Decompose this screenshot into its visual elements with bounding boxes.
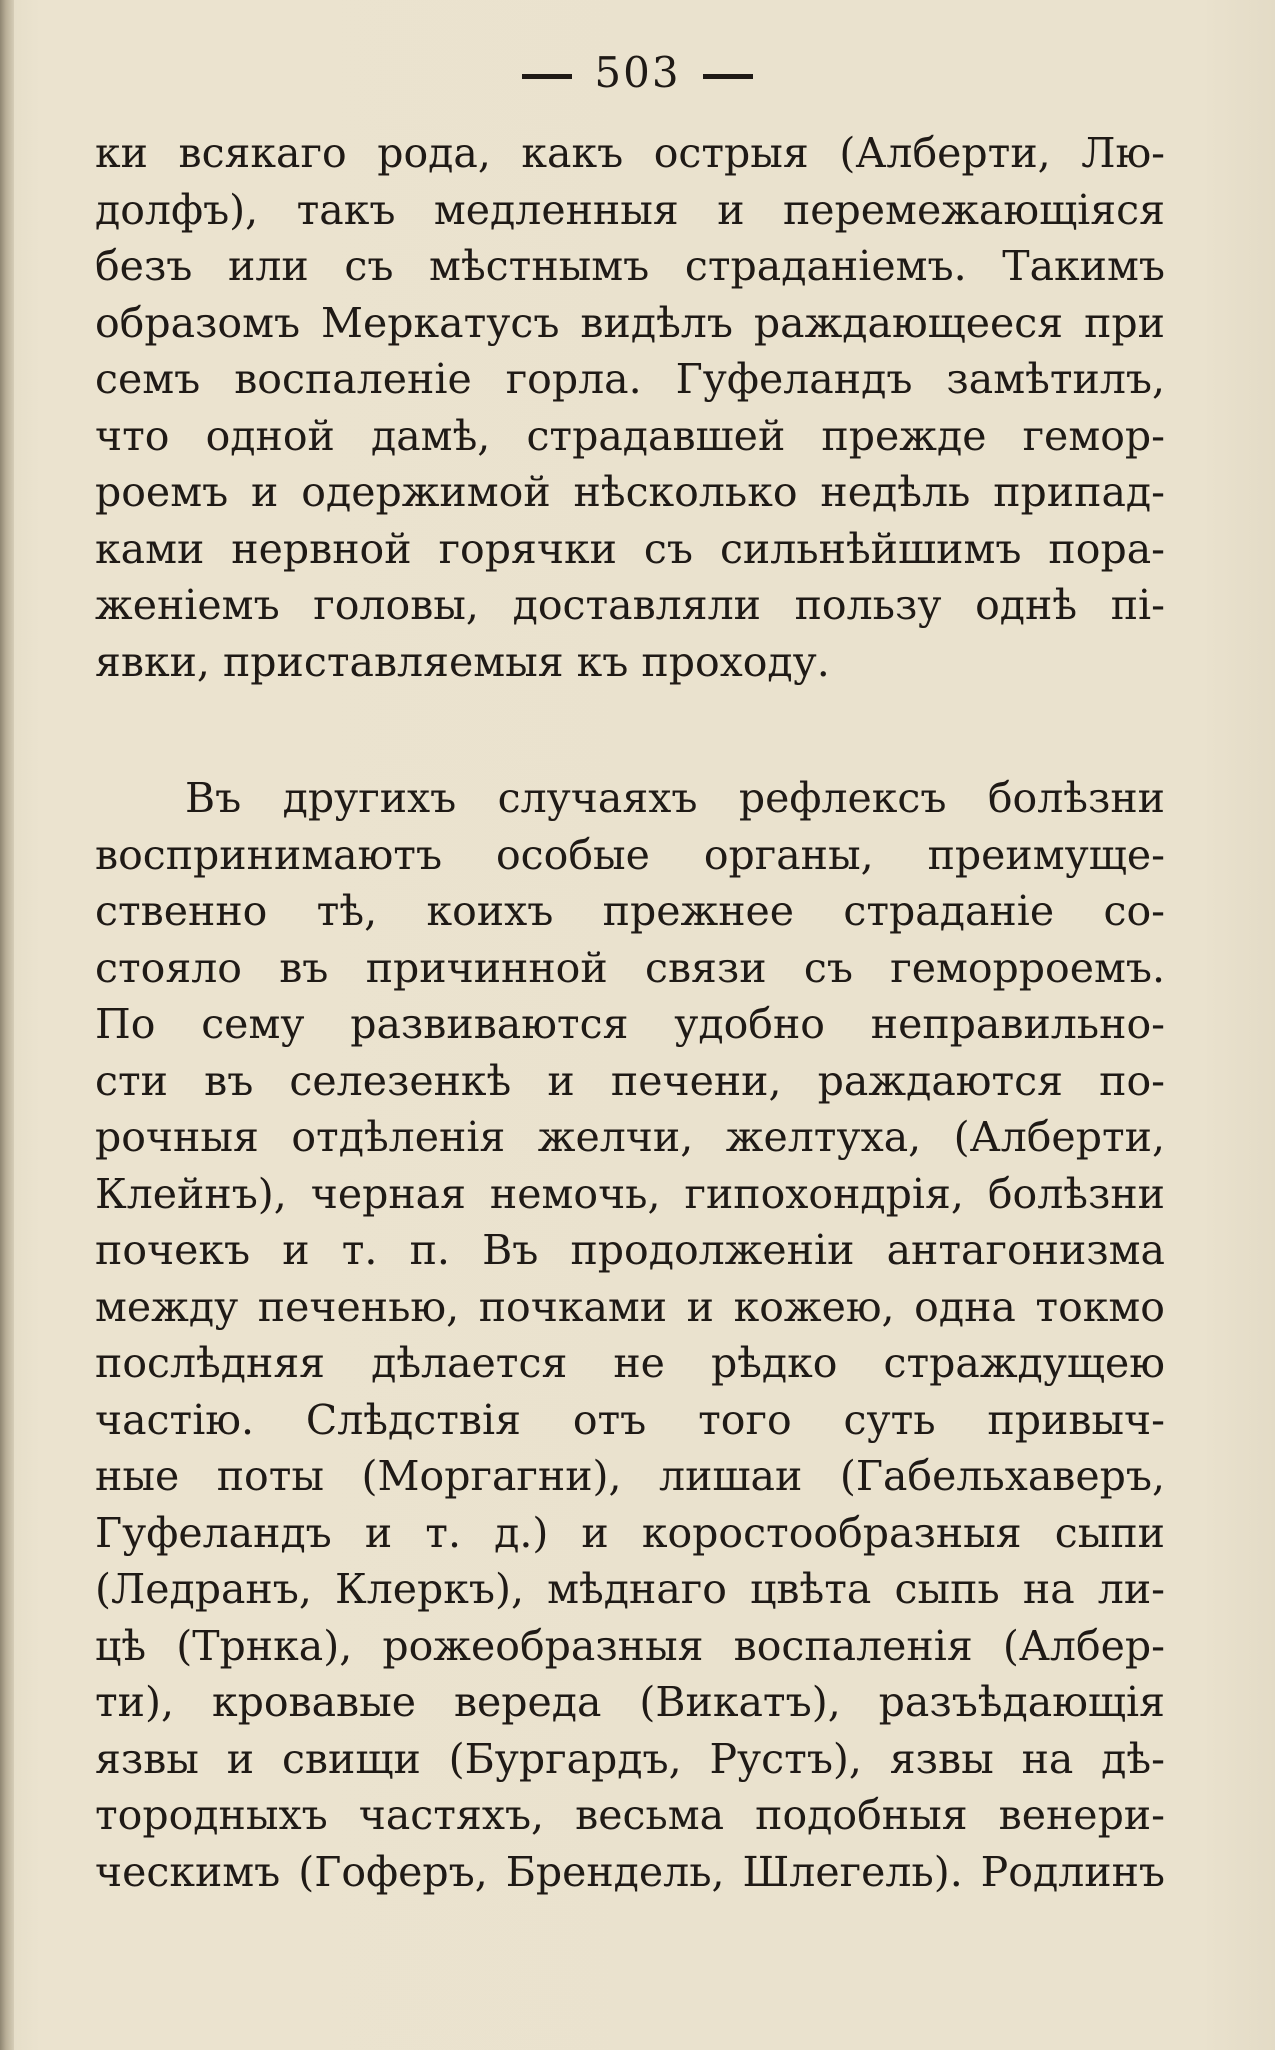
- text-line: рочныя отдѣленія желчи, желтуха, (Алберти,: [95, 1113, 1165, 1161]
- text-line: цѣ (Трнка), рожеобразныя воспаленія (Албер-: [95, 1621, 1165, 1670]
- text-line: стояло въ причинной связи съ геморроемъ.: [95, 943, 1165, 992]
- text-line: язвы и свищи (Бургардъ, Рустъ), язвы на дѣ-: [95, 1734, 1165, 1783]
- text-line: семъ воспаленіе горла. Гуфеландъ замѣтилъ,: [95, 355, 1165, 403]
- text-line: послѣдняя дѣлается не рѣдко страждущею: [95, 1339, 1165, 1387]
- text-line: ти), кровавые вереда (Викатъ), разъѣдающія: [95, 1678, 1165, 1726]
- paragraph-1: [95, 125, 1165, 690]
- text-line: Гуфеландъ и т. д.) и коростообразныя сыпи: [95, 1508, 1165, 1557]
- text-line: ками нервной горячки съ сильнѣйшимъ пора-: [95, 524, 1165, 573]
- text-line: По сему развиваются удобно неправильно-: [95, 1000, 1165, 1048]
- text-line: между печенью, почками и кожею, одна токмо: [95, 1282, 1165, 1331]
- text-line: что одной дамѣ, страдавшей прежде гемор-: [95, 411, 1165, 460]
- paragraph-2: [95, 770, 1165, 1900]
- text-line: Въ другихъ случаяхъ рефлексъ болѣзни: [185, 774, 1165, 822]
- text-line: (Ледранъ, Клеркъ), мѣднаго цвѣта сыпь на ли-: [95, 1565, 1165, 1613]
- text-line: женіемъ головы, доставляли пользу однѣ пі-: [95, 581, 1165, 629]
- text-line: Клейнъ), черная немочь, гипохондрія, болѣзни: [95, 1169, 1165, 1218]
- page-spine-shadow: [0, 0, 14, 2050]
- text-line: воспринимаютъ особые органы, преимуще-: [95, 830, 1165, 879]
- text-line: образомъ Меркатусъ видѣлъ раждающееся при: [95, 298, 1165, 347]
- header-dash-right: [703, 74, 753, 79]
- text-line: ные поты (Моргагни), лишаи (Габельхаверъ,: [95, 1452, 1165, 1500]
- text-line: долфъ), такъ медленныя и перемежающіяся: [95, 185, 1165, 234]
- text-line: сти въ селезенкѣ и печени, раждаются по-: [95, 1056, 1165, 1105]
- page-header: [0, 48, 1275, 97]
- text-line: безъ или съ мѣстнымъ страданіемъ. Такимъ: [95, 242, 1165, 290]
- text-line: ки всякаго рода, какъ острыя (Алберти, Лю-: [95, 129, 1165, 177]
- text-line: явки, приставляемыя къ проходу.: [95, 637, 830, 686]
- text-line: почекъ и т. п. Въ продолженіи антагонизма: [95, 1226, 1165, 1274]
- text-line: частію. Слѣдствія отъ того суть привыч-: [95, 1395, 1165, 1444]
- header-dash-left: [522, 74, 572, 79]
- text-line: ческимъ (Гоферъ, Брендель, Шлегель). Родлинъ: [95, 1847, 1165, 1896]
- text-line: тородныхъ частяхъ, весьма подобныя венери-: [95, 1791, 1165, 1839]
- page-number: 503: [594, 48, 681, 97]
- text-line: роемъ и одержимой нѣсколько недѣль припад-: [95, 468, 1165, 516]
- text-line: ственно тѣ, коихъ прежнее страданіе со-: [95, 887, 1165, 935]
